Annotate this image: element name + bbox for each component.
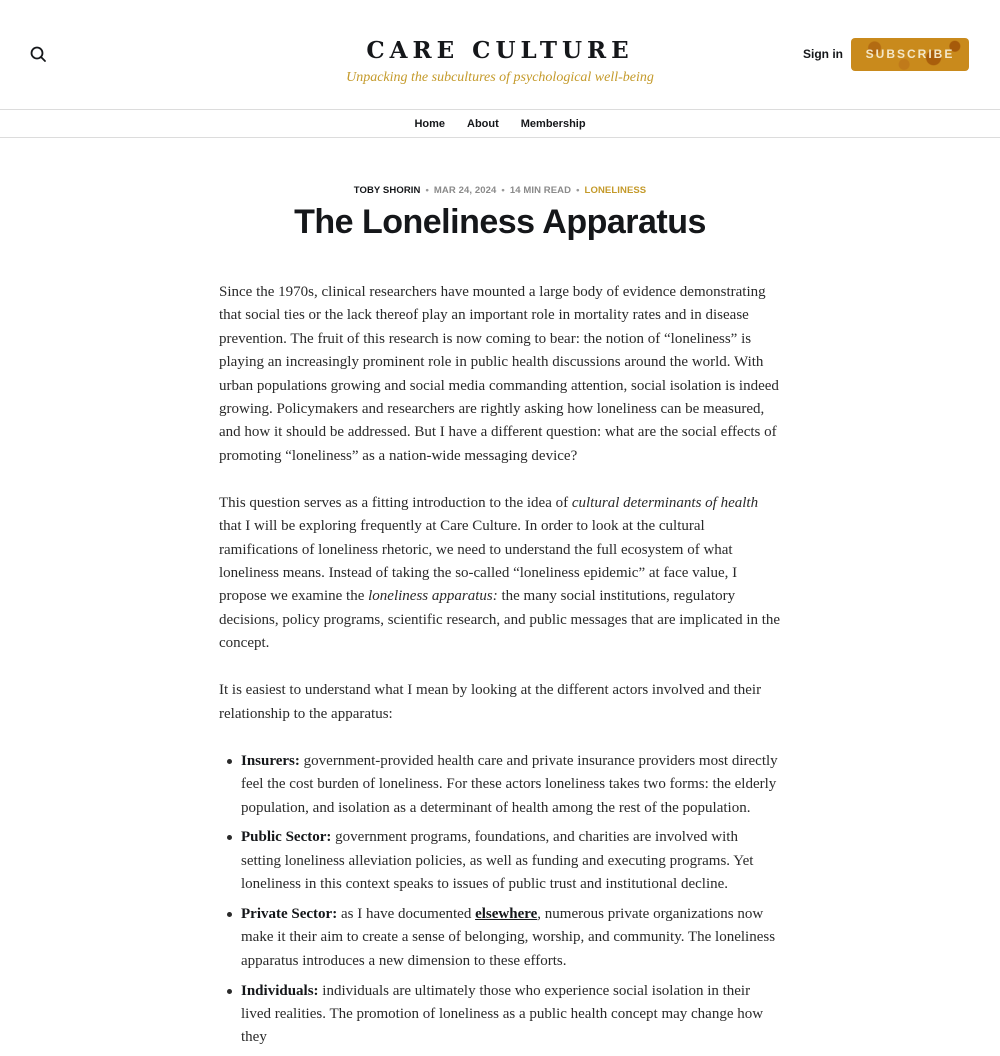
post-tag[interactable]: LONELINESS	[584, 185, 647, 196]
subscribe-button[interactable]: SUBSCRIBE	[851, 38, 969, 71]
emphasis: loneliness apparatus:	[368, 588, 498, 605]
list-item: Public Sector: government programs, foundations, and charities are involved with setting loneliness alleviation policies, as well as funding and executing programs. Yet loneliness in this context speaks to issues of public trust and institutional decline.	[241, 826, 781, 896]
list-item: Insurers: government-provided health care and private insurance providers most directly feel the cost burden of loneliness. For these actors loneliness takes two forms: the elderly population, and isolation as a determinant of health among the rest of the population.	[241, 750, 781, 820]
list-item: Individuals: individuals are ultimately those who experience social isolation in their lived realities. The promotion of loneliness as a public health concept may change how they	[241, 980, 781, 1050]
meta-separator: •	[501, 185, 505, 196]
post-meta	[0, 185, 1000, 196]
nav-item-about[interactable]: About	[467, 117, 499, 130]
list-item: Private Sector: as I have documented elsewhere, numerous private organizations now make it their aim to create a sense of belonging, worship, and community. The loneliness apparatus introduces a new dimension to these efforts.	[241, 903, 781, 973]
post-content	[219, 281, 781, 1056]
nav-item-home[interactable]: Home	[414, 117, 445, 130]
brand	[0, 37, 1000, 86]
list-item-label: Individuals:	[241, 982, 319, 999]
post-date: MAR 24, 2024	[433, 185, 497, 196]
actors-list	[241, 750, 781, 1050]
paragraph: This question serves as a fitting introduction to the idea of cultural determinants of health that I will be exploring frequently at Care Culture. In order to look at the cultural ramifications of loneliness rhetoric, we need to understand the full ecosystem of what loneliness means. Instead of taking the so-called “loneliness epidemic” at face value, I propose we examine the loneliness apparatus: the many social institutions, regulatory decisions, policy programs, scientific research, and public messages that are implicated in the concept.	[219, 494, 781, 652]
post-read-time: 14 MIN READ	[509, 185, 572, 196]
paragraph: Since the 1970s, clinical researchers have mounted a large body of evidence demonstrating that social ties or the lack thereof play an important role in mortality rates and in disease prevention. The fruit of this research is now coming to bear: the notion of “loneliness” is playing an increasingly prominent role in public health discussions around the world. With urban populations growing and social media commanding attention, social isolation is indeed growing. Policymakers and researchers are rightly asking how loneliness can be measured, and how it should be addressed. But I have a different question: what are the social effects of promoting “loneliness” as a nation-wide messaging device?	[219, 284, 779, 464]
meta-separator: •	[576, 185, 580, 196]
signin-link[interactable]: Sign in	[803, 47, 843, 61]
main-nav	[0, 109, 1000, 138]
meta-separator: •	[425, 185, 429, 196]
site-title[interactable]: CARE CULTURE	[366, 37, 634, 64]
site-tagline: Unpacking the subcultures of psychological well-being	[346, 70, 654, 85]
list-item-label: Public Sector:	[241, 829, 332, 846]
elsewhere-link[interactable]: elsewhere	[475, 905, 538, 922]
site-header	[0, 0, 1000, 110]
list-item-label: Private Sector:	[241, 905, 338, 922]
post-author[interactable]: TOBY SHORIN	[353, 185, 421, 196]
paragraph: It is easiest to understand what I mean by looking at the different actors involved and their relationship to the apparatus:	[219, 682, 762, 722]
list-item-label: Insurers:	[241, 752, 300, 769]
post-title: The Loneliness Apparatus	[294, 203, 706, 241]
nav-item-membership[interactable]: Membership	[520, 117, 586, 130]
emphasis: cultural determinants of health	[571, 494, 759, 511]
